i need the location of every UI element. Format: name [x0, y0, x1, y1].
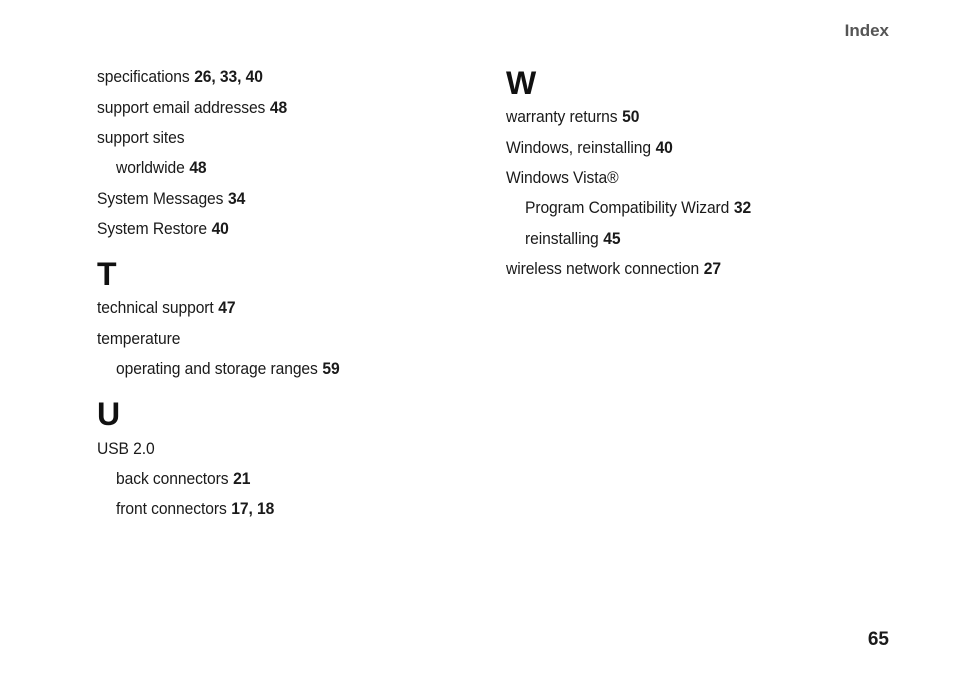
entry-term: warranty returns [506, 107, 618, 126]
entry-pages: 45 [603, 229, 621, 248]
entry-term: wireless network connection [506, 259, 700, 278]
index-entry-usb [97, 439, 155, 459]
entry-term: operating and storage ranges [116, 359, 318, 378]
entry-pages: 27 [703, 259, 721, 278]
index-entry-system-messages [97, 189, 245, 209]
index-subentry-front-connectors [116, 499, 274, 519]
index-entry-warranty-returns [506, 107, 639, 127]
entry-pages: 17, 18 [231, 499, 275, 518]
section-letter-w: W [506, 65, 537, 101]
index-entry-specifications [97, 67, 263, 87]
entry-term: worldwide [116, 158, 185, 177]
entry-pages: 26, 33, 40 [194, 67, 263, 86]
entry-term: Windows, reinstalling [506, 138, 651, 157]
entry-term: temperature [97, 329, 181, 348]
index-entry-windows-reinstalling [506, 138, 673, 158]
index-subentry-program-compatibility [525, 198, 751, 218]
index-subentry-operating-ranges [116, 359, 340, 379]
entry-term: support sites [97, 128, 185, 147]
index-subentry-reinstalling [525, 229, 620, 249]
entry-term: USB 2.0 [97, 439, 155, 458]
running-header: Index [844, 21, 889, 40]
index-entry-system-restore [97, 219, 229, 239]
entry-pages: 48 [269, 98, 288, 117]
entry-term: front connectors [116, 499, 227, 518]
entry-pages: 21 [233, 469, 251, 488]
index-entry-technical-support [97, 298, 236, 318]
entry-term: support email addresses [97, 98, 266, 117]
index-entry-support-sites [97, 128, 184, 148]
entry-term: specifications [97, 67, 190, 86]
section-letter-t: T [97, 256, 117, 292]
entry-term: System Restore [97, 219, 207, 238]
entry-pages: 40 [211, 219, 229, 238]
entry-term: reinstalling [525, 229, 599, 248]
entry-pages: 40 [655, 138, 673, 157]
entry-term: back connectors [116, 469, 229, 488]
index-entry-support-email [97, 98, 287, 118]
index-subentry-back-connectors [116, 469, 250, 489]
section-letter-u: U [97, 396, 121, 432]
entry-pages: 59 [322, 359, 340, 378]
entry-pages: 32 [733, 198, 752, 217]
page-number: 65 [867, 629, 889, 650]
entry-term: Windows Vista® [506, 168, 619, 187]
index-entry-windows-vista [506, 168, 619, 188]
entry-term: technical support [97, 298, 214, 317]
index-entry-temperature [97, 329, 180, 349]
index-entry-wireless-network [506, 259, 721, 279]
entry-pages: 34 [227, 189, 246, 208]
entry-term: System Messages [97, 189, 224, 208]
entry-pages: 47 [218, 298, 236, 317]
entry-pages: 50 [622, 107, 640, 126]
index-subentry-worldwide [116, 158, 207, 178]
entry-term: Program Compatibility Wizard [525, 198, 730, 217]
entry-pages: 48 [189, 158, 207, 177]
